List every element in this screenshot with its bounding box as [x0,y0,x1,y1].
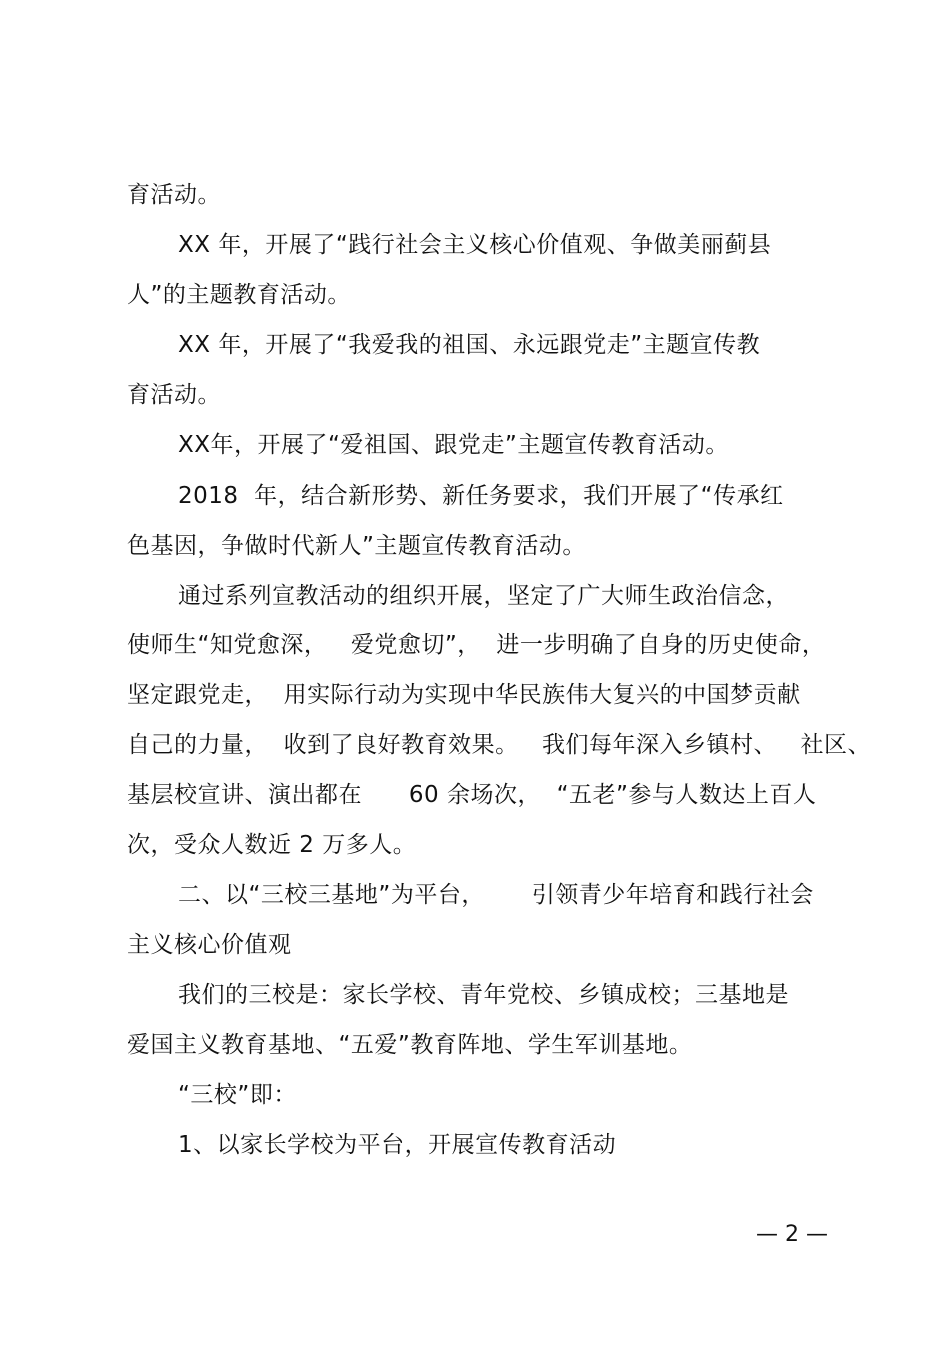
text-line: 2018 年，结合新形势、新任务要求，我们开展了“传承红 [178,483,784,509]
text-line: 二、以“三校三基地”为平台， 引领青少年培育和践行社会 [178,882,814,908]
text-line: 人”的主题教育活动。 [127,282,351,308]
text-line: 育活动。 [127,382,221,408]
text-line: 我们的三校是：家长学校、青年党校、乡镇成校；三基地是 [178,982,789,1008]
text-line: XX年，开展了“爱祖国、跟党走”主题宣传教育活动。 [178,432,729,458]
text-line: XX 年，开展了“践行社会主义核心价值观、争做美丽蓟县 [178,232,772,258]
text-line: XX 年，开展了“我爱我的祖国、永远跟党走”主题宣传教 [178,332,761,358]
text-line: 基层校宣讲、演出都在 60 余场次， “五老”参与人数达上百人 [127,782,817,808]
text-line: 坚定跟党走， 用实际行动为实现中华民族伟大复兴的中国梦贡献 [127,682,801,708]
page-number: — 2 — [756,1222,828,1247]
text-line: “三校”即： [178,1082,297,1108]
text-line: 主义核心价值观 [127,932,292,958]
text-line: 次，受众人数近 2 万多人。 [127,832,417,858]
text-line: 爱国主义教育基地、“五爱”教育阵地、学生军训基地。 [127,1032,693,1058]
text-line: 育活动。 [127,182,221,208]
text-line: 通过系列宣教活动的组织开展，坚定了广大师生政治信念， [178,583,789,609]
text-line: 使师生“知党愈深， 爱党愈切”， 进一步明确了自身的历史使命， [127,632,826,658]
text-line: 1、以家长学校为平台，开展宣传教育活动 [178,1132,617,1158]
text-line: 色基因，争做时代新人”主题宣传教育活动。 [127,533,586,559]
text-line: 自己的力量， 收到了良好教育效果。 我们每年深入乡镇村、 社区、 [127,732,871,758]
